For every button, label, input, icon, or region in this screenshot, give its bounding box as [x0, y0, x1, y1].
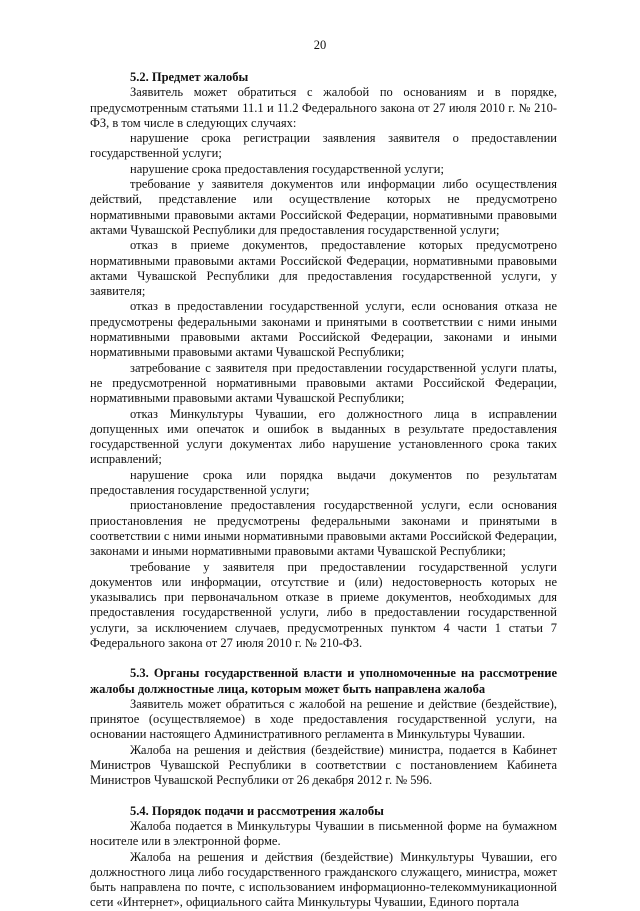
paragraph: затребование с заявителя при предоставлении государственной услуги платы, не предусмотренной нормативными правовыми актами Российской Федерации, нормативными правовыми актами Чувашской Республики;	[90, 360, 557, 406]
section-heading-5-4: 5.4. Порядок подачи и рассмотрения жалобы	[130, 803, 384, 818]
paragraph: Заявитель может обратиться с жалобой на решение и действие (бездействие), принятое (осуществляемое) в ходе предоставления государственной услуги, на основании настоящего Административного регламента в Минкультуры Чувашии.	[90, 696, 557, 742]
paragraph: отказ Минкультуры Чувашии, его должностного лица в исправлении допущенных ими опечаток и ошибок в выданных в результате предоставления государственной услуги документах либо нарушение установленного срока таких исправлений;	[90, 406, 557, 467]
paragraph: отказ в предоставлении государственной услуги, если основания отказа не предусмотрены федеральными законами и принятыми в соответствии с ними иными нормативными правовыми актами Российской Федерации, законами и иными нормативными правовыми актами Чувашской Республики;	[90, 299, 557, 360]
paragraph: Заявитель может обратиться с жалобой по основаниям и в порядке, предусмотренным статьями 11.1 и 11.2 Федерального закона от 27 июля 2010 г. № 210-ФЗ, в том числе в следующих случаях:	[90, 85, 557, 130]
paragraph: требование у заявителя документов или информации либо осуществления действий, представление или осуществление которых не предусмотрено нормативными правовыми актами Российской Федерации, нормативными правовыми актами Чувашской Республики для предоставления государственной услуги;	[90, 177, 557, 237]
page-number: 20	[313, 38, 327, 52]
paragraph: Жалоба на решения и действия (бездействие) министра, подается в Кабинет Министров Чувашской Республики в соответствии с постановлением Кабинета Министров Чувашской Республики от 26 декабря 2012 г. № 596.	[90, 742, 557, 788]
paragraph: нарушение срока или порядка выдачи документов по результатам предоставления государственной услуги;	[90, 467, 557, 498]
paragraph: нарушение срока предоставления государственной услуги;	[130, 161, 444, 176]
paragraph: отказ в приеме документов, предоставление которых предусмотрено нормативными правовыми актами Российской Федерации, нормативными правовыми актами Чувашской Республики для предоставления государственной услуги, у заявителя;	[90, 238, 557, 299]
paragraph: приостановление предоставления государственной услуги, если основания приостановления не предусмотрены федеральными законами и принятыми в соответствии с ними иными нормативными правовыми актами Российской Федерации, законами и иными нормативными правовыми актами Чувашской Республики;	[90, 498, 557, 559]
document-body	[90, 70, 557, 911]
section-heading-5-3: 5.3. Органы государственной власти и уполномоченные на рассмотрение жалобы должностные лица, которым может быть направлена жалоба	[90, 666, 557, 696]
paragraph: Жалоба подается в Минкультуры Чувашии в письменной форме на бумажном носителе или в электронной форме.	[90, 818, 557, 849]
section-heading-5-2: 5.2. Предмет жалобы	[130, 70, 249, 84]
paragraph: нарушение срока регистрации заявления заявителя о предоставлении государственной услуги;	[90, 131, 557, 161]
paragraph: требование у заявителя при предоставлении государственной услуги документов или информации, отсутствие и (или) недостоверность которых не указывались при первоначальном отказе в приеме документов, необходимых для предоставления государственной услуги, либо в предоставлении государственной услуги, за исключением случаев, предусмотренных пунктом 4 части 1 статьи 7 Федерального закона от 27 июля 2010 г. № 210-ФЗ.	[90, 559, 557, 650]
paragraph: Жалоба на решения и действия (бездействие) Минкультуры Чувашии, его должностного лица либо государственного гражданского служащего, министра, может быть направлена по почте, с использованием информационно-телекоммуникационной сети «Интернет», официального сайта Минкультуры Чувашии, Единого портала	[90, 849, 557, 910]
